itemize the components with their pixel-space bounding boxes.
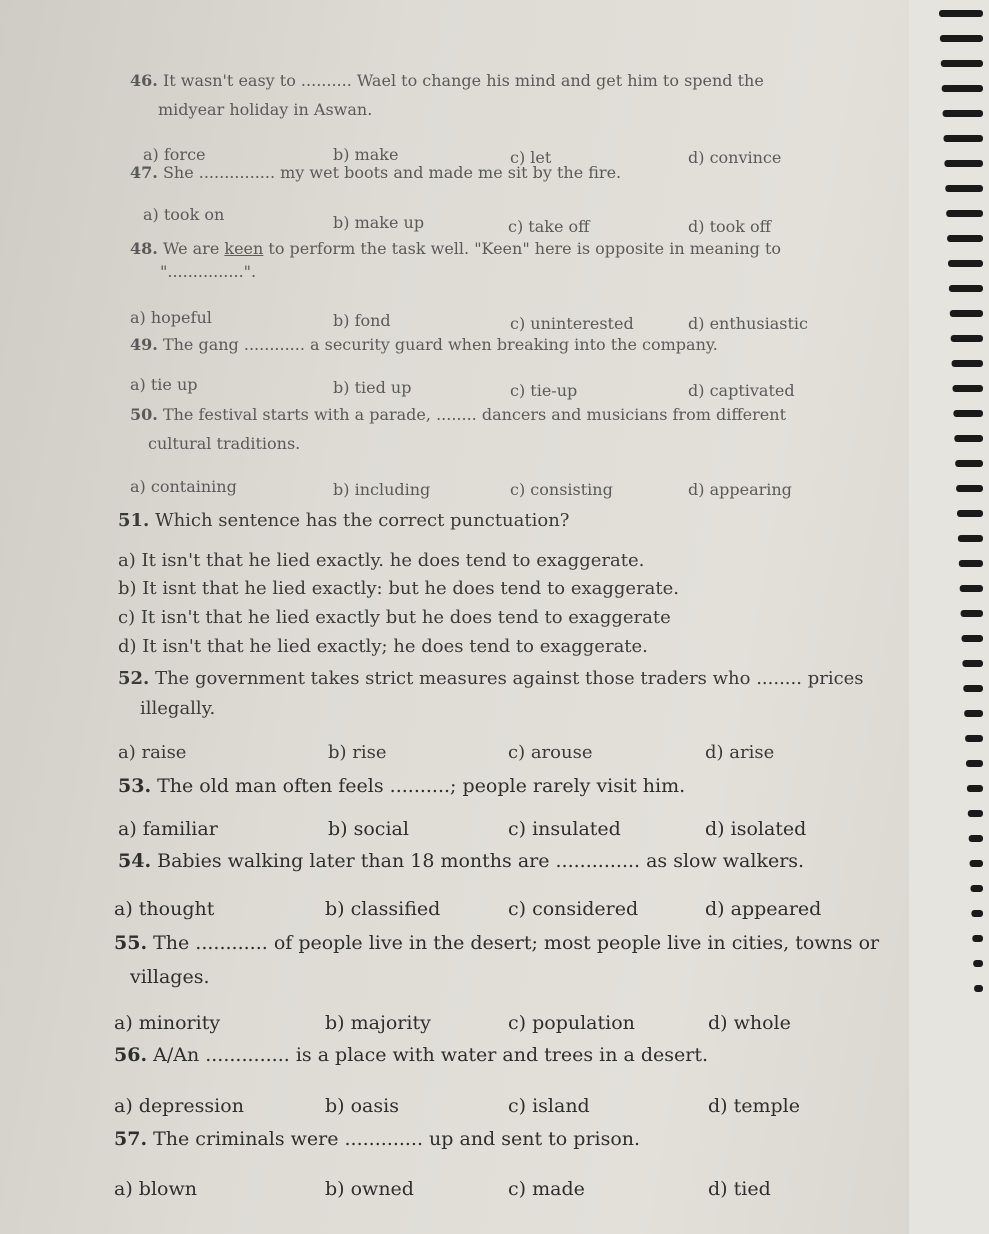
question-52-continuation: illegally.: [140, 698, 216, 719]
binding-hole: [944, 135, 984, 142]
option-a[interactable]: a) containing: [130, 477, 237, 496]
binding-holes-graphic: [909, 0, 989, 1234]
question-text: Babies walking later than 18 months are .............. as slow walkers.: [157, 850, 805, 872]
option-b[interactable]: b) fond: [333, 311, 391, 330]
question-text: to perform the task well. "Keen" here is opposite in meaning to: [263, 239, 782, 258]
question-50: [130, 404, 786, 426]
binding-hole: [968, 810, 983, 817]
option-b[interactable]: b) make: [333, 145, 399, 164]
binding-hole: [948, 260, 983, 267]
binding-hole: [947, 235, 983, 242]
binding-hole: [956, 485, 983, 492]
question-number: 48.: [130, 239, 158, 258]
option-c[interactable]: c) consisting: [510, 480, 613, 499]
option-d[interactable]: d) arise: [705, 742, 775, 763]
option-c[interactable]: c) population: [508, 1012, 635, 1034]
option-a[interactable]: a) force: [143, 145, 206, 164]
binding-hole: [972, 935, 983, 942]
binding-hole: [955, 460, 983, 467]
option-d[interactable]: d) enthusiastic: [688, 314, 808, 333]
question-number: 53.: [118, 775, 152, 797]
option-b[interactable]: b) including: [333, 480, 431, 499]
question-text: The festival starts with a parade, ........ dancers and musicians from different: [162, 405, 786, 424]
binding-hole: [954, 435, 983, 442]
binding-hole: [967, 785, 983, 792]
binding-hole: [961, 610, 983, 617]
binding-hole: [970, 860, 983, 867]
option-c[interactable]: c) island: [508, 1095, 590, 1117]
option-c[interactable]: c) take off: [508, 217, 590, 236]
question-number: 57.: [114, 1128, 148, 1150]
option-c[interactable]: c) made: [508, 1178, 585, 1200]
question-text: A/An .............. is a place with water and trees in a desert.: [153, 1044, 709, 1066]
option-a[interactable]: a) blown: [114, 1178, 197, 1200]
binding-hole: [971, 910, 983, 917]
option-a[interactable]: a) It isn't that he lied exactly. he does tend to exaggerate.: [118, 550, 645, 571]
question-text: It wasn't easy to .......... Wael to change his mind and get him to spend the: [162, 71, 764, 90]
option-d[interactable]: d) appeared: [705, 898, 822, 920]
question-50-continuation: cultural traditions.: [148, 434, 301, 453]
question-48-continuation: "...............".: [160, 262, 257, 281]
binding-hole: [969, 835, 983, 842]
question-47: [130, 162, 621, 184]
question-46-continuation: midyear holiday in Aswan.: [158, 100, 373, 119]
question-text: The government takes strict measures against those traders who ........ prices: [155, 668, 864, 689]
question-text: The ............ of people live in the desert; most people live in cities, towns or: [153, 932, 880, 954]
binding-hole: [964, 710, 983, 717]
question-text: She ............... my wet boots and made me sit by the fire.: [162, 163, 622, 182]
question-52: [118, 668, 864, 690]
binding-hole: [945, 185, 983, 192]
option-d[interactable]: d) took off: [688, 217, 772, 236]
binding-hole: [960, 585, 983, 592]
option-b[interactable]: b) make up: [333, 213, 425, 232]
question-55-continuation: villages.: [130, 966, 210, 988]
question-53: [118, 775, 685, 797]
option-a[interactable]: a) tie up: [130, 375, 198, 394]
question-number: 50.: [130, 405, 158, 424]
binding-hole: [966, 760, 983, 767]
binding-hole: [973, 960, 983, 967]
binding-hole: [963, 685, 983, 692]
question-number: 56.: [114, 1044, 148, 1066]
option-b[interactable]: b) It isnt that he lied exactly: but he does tend to exaggerate.: [118, 578, 680, 599]
question-46: [130, 70, 764, 92]
binding-hole: [974, 985, 983, 992]
binding-hole: [942, 85, 983, 92]
option-d[interactable]: d) tied: [708, 1178, 771, 1200]
underlined-word: keen: [224, 239, 264, 258]
binding-hole: [962, 635, 984, 642]
binding-hole: [957, 510, 983, 517]
option-a[interactable]: a) took on: [143, 205, 225, 224]
question-number: 52.: [118, 668, 150, 689]
option-a[interactable]: a) raise: [118, 742, 187, 763]
question-number: 49.: [130, 335, 158, 354]
question-number: 54.: [118, 850, 152, 872]
binding-hole: [939, 10, 983, 17]
option-d[interactable]: d) whole: [708, 1012, 791, 1034]
binding-hole: [940, 35, 983, 42]
option-d[interactable]: d) captivated: [688, 381, 795, 400]
question-55: [114, 932, 879, 954]
option-d[interactable]: d) isolated: [705, 818, 807, 840]
option-d[interactable]: d) temple: [708, 1095, 800, 1117]
binding-hole: [951, 335, 983, 342]
question-text: The old man often feels ..........; people rarely visit him.: [157, 775, 686, 797]
binding-hole: [953, 410, 983, 417]
question-text: The criminals were ............. up and sent to prison.: [153, 1128, 641, 1150]
option-c[interactable]: c) It isn't that he lied exactly but he does tend to exaggerate: [118, 607, 671, 628]
binding-hole: [953, 385, 984, 392]
option-a[interactable]: a) minority: [114, 1012, 221, 1034]
option-a[interactable]: a) hopeful: [130, 308, 212, 327]
question-49: [130, 334, 718, 356]
binding-hole: [965, 735, 983, 742]
question-text: We are: [162, 239, 225, 258]
option-b[interactable]: b) social: [328, 818, 409, 840]
question-51: [118, 510, 569, 532]
option-b[interactable]: b) oasis: [325, 1095, 399, 1117]
question-text: The gang ............ a security guard when breaking into the company.: [162, 335, 718, 354]
binding-hole: [962, 660, 983, 667]
question-number: 51.: [118, 510, 150, 531]
option-c[interactable]: c) insulated: [508, 818, 621, 840]
option-c[interactable]: c) arouse: [508, 742, 593, 763]
option-c[interactable]: c) uninterested: [510, 314, 634, 333]
question-56: [114, 1044, 708, 1066]
option-b[interactable]: b) tied up: [333, 378, 412, 397]
option-c[interactable]: c) let: [510, 148, 552, 167]
option-b[interactable]: b) owned: [325, 1178, 414, 1200]
binding-hole: [950, 310, 983, 317]
binding-hole: [971, 885, 984, 892]
option-c[interactable]: c) tie-up: [510, 381, 578, 400]
option-b[interactable]: b) rise: [328, 742, 387, 763]
binding-hole: [941, 60, 983, 67]
binding-hole: [949, 285, 983, 292]
option-b[interactable]: b) classified: [325, 898, 441, 920]
option-b[interactable]: b) majority: [325, 1012, 431, 1034]
spiral-binding: [909, 0, 989, 1234]
option-c[interactable]: c) considered: [508, 898, 639, 920]
binding-hole: [946, 210, 983, 217]
binding-hole: [959, 560, 983, 567]
binding-hole: [943, 110, 983, 117]
question-57: [114, 1128, 640, 1150]
question-54: [118, 850, 804, 872]
option-d[interactable]: d) appearing: [688, 480, 792, 499]
question-number: 46.: [130, 71, 158, 90]
question-text: Which sentence has the correct punctuation?: [155, 510, 570, 531]
binding-hole: [958, 535, 983, 542]
binding-hole: [952, 360, 983, 367]
question-number: 55.: [114, 932, 148, 954]
option-d[interactable]: d) convince: [688, 148, 782, 167]
question-number: 47.: [130, 163, 158, 182]
binding-hole: [944, 160, 983, 167]
option-a[interactable]: a) familiar: [118, 818, 218, 840]
question-48: [130, 238, 781, 260]
option-a[interactable]: a) thought: [114, 898, 215, 920]
option-a[interactable]: a) depression: [114, 1095, 244, 1117]
option-d[interactable]: d) It isn't that he lied exactly; he does tend to exaggerate.: [118, 636, 648, 657]
